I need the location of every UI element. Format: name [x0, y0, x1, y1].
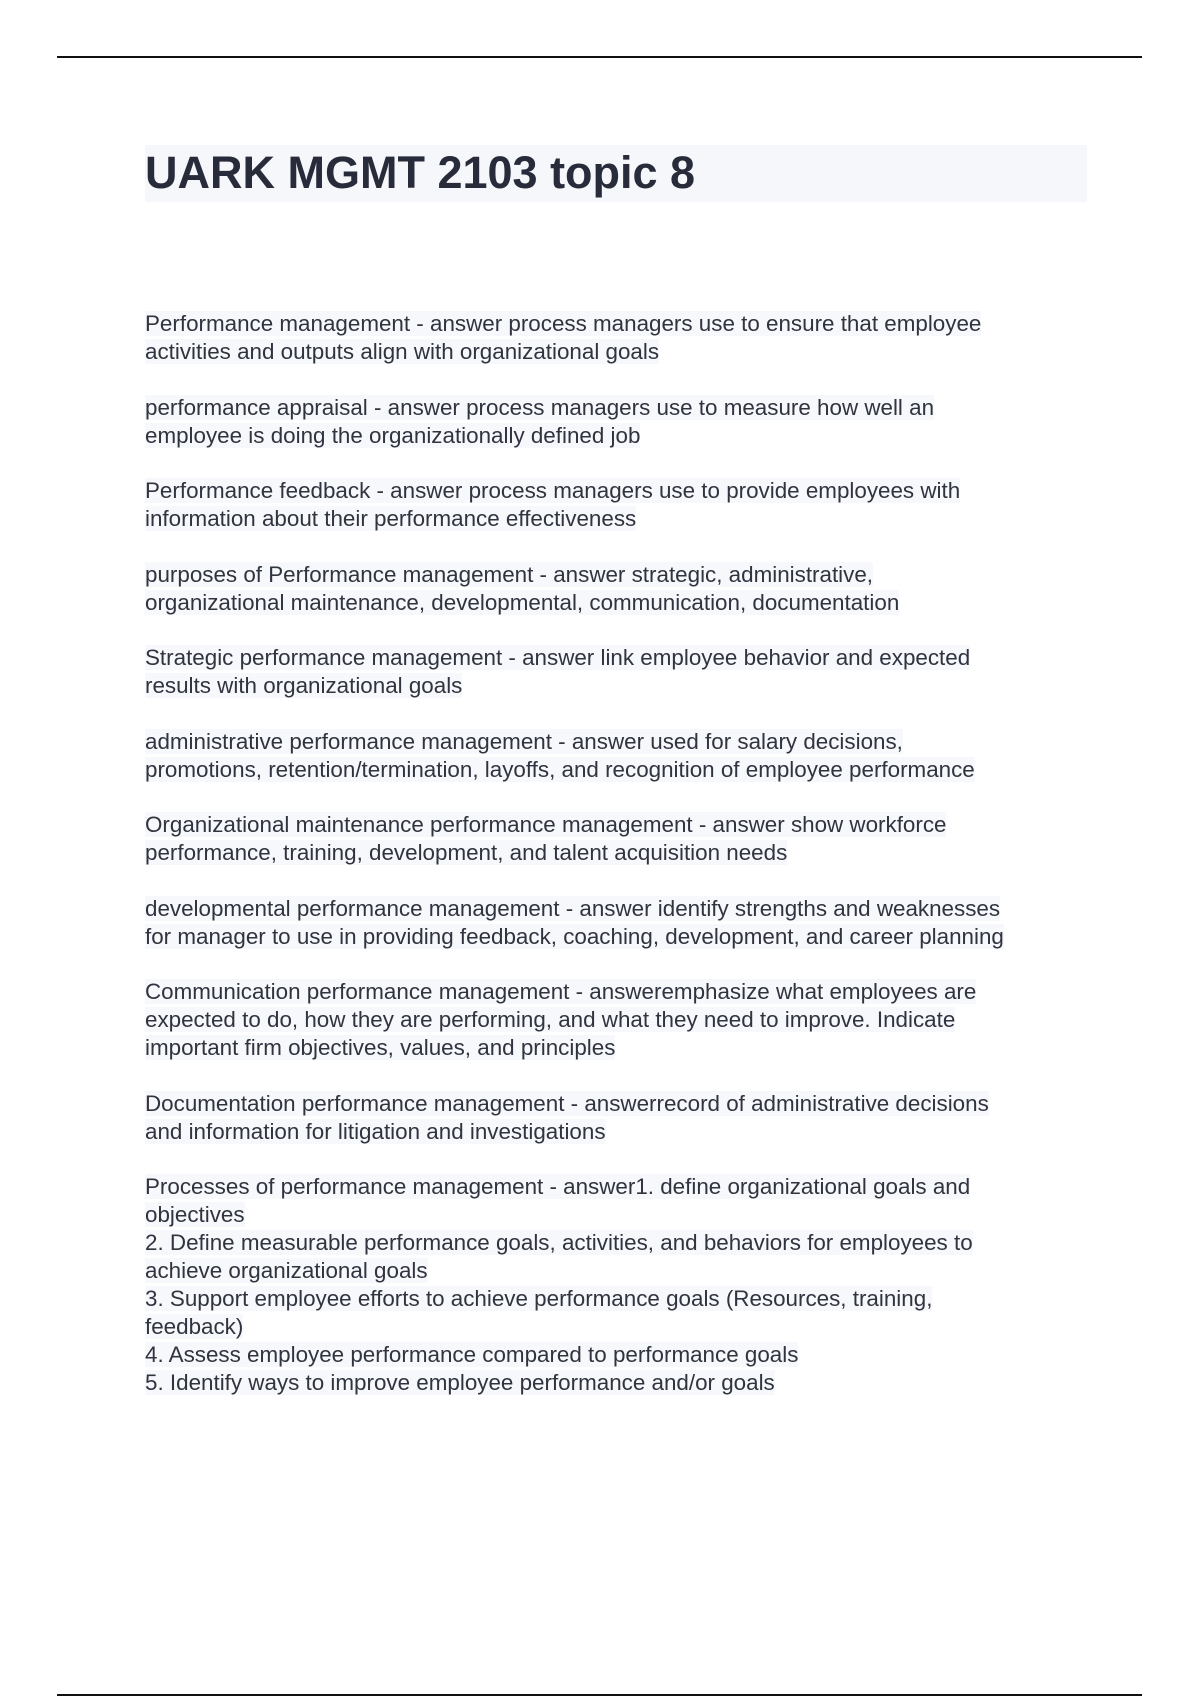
flashcard-entry	[145, 978, 1095, 1062]
entry-line	[145, 1201, 1095, 1229]
flashcard-entry	[145, 1173, 1095, 1397]
entry-line-text: Performance feedback - answer process managers use to provide employees with	[145, 478, 961, 503]
entry-line-text: important firm objectives, values, and principles	[145, 1035, 616, 1060]
entry-line-text: activities and outputs align with organizational goals	[145, 339, 660, 364]
entry-line	[145, 1090, 1095, 1118]
entry-line	[145, 1229, 1095, 1257]
entry-line	[145, 1118, 1095, 1146]
flashcard-entry	[145, 811, 1095, 867]
entry-line-text: 3. Support employee efforts to achieve performance goals (Resources, training,	[145, 1286, 933, 1311]
entry-line	[145, 1285, 1095, 1313]
flashcard-entry	[145, 895, 1095, 951]
flashcard-entry	[145, 394, 1095, 450]
entry-line-text: administrative performance management - answer used for salary decisions,	[145, 728, 903, 754]
top-rule	[57, 56, 1142, 58]
entry-line-text: employee is doing the organizationally defined job	[145, 422, 641, 448]
entry-line-text: Documentation performance management - answerrecord of administrative decisions	[145, 1090, 989, 1116]
entry-line-text: performance, training, development, and talent acquisition needs	[145, 840, 788, 865]
entry-line	[145, 644, 1095, 672]
entry-line	[145, 1257, 1095, 1285]
flashcard-entry	[145, 561, 1095, 617]
entry-line	[145, 1341, 1095, 1369]
bottom-rule	[57, 1694, 1142, 1696]
entry-line	[145, 839, 1095, 867]
flashcard-entry	[145, 477, 1095, 533]
title-block	[145, 145, 1087, 202]
entry-line-text: Communication performance management - answeremphasize what employees are	[145, 979, 977, 1004]
flashcard-entry	[145, 644, 1095, 700]
entry-line	[145, 756, 1095, 784]
entry-line-text: and information for litigation and investigations	[145, 1118, 606, 1144]
entry-line	[145, 310, 1095, 338]
page-title: UARK MGMT 2103 topic 8	[145, 147, 696, 198]
entry-line-text: expected to do, how they are performing, and what they need to improve. Indicate	[145, 1007, 956, 1032]
entry-line	[145, 561, 1095, 589]
entry-line-text: for manager to use in providing feedback, coaching, development, and career planning	[145, 923, 1004, 949]
entry-line	[145, 589, 1095, 617]
entry-line	[145, 394, 1095, 422]
flashcard-entry	[145, 1090, 1095, 1146]
entry-line-text: feedback)	[145, 1314, 244, 1339]
entry-line-text: information about their performance effectiveness	[145, 506, 637, 531]
flashcard-list	[145, 310, 1095, 1425]
entry-line-text: Organizational maintenance performance management - answer show workforce	[145, 812, 947, 837]
entry-line-text: Processes of performance management - answer1. define organizational goals and	[145, 1174, 971, 1199]
entry-line	[145, 1173, 1095, 1201]
entry-line-text: objectives	[145, 1202, 245, 1227]
entry-line	[145, 672, 1095, 700]
entry-line	[145, 728, 1095, 756]
entry-line	[145, 895, 1095, 923]
entry-line	[145, 1313, 1095, 1341]
flashcard-entry	[145, 310, 1095, 366]
entry-line-text: results with organizational goals	[145, 673, 463, 698]
entry-line-text: promotions, retention/termination, layoffs, and recognition of employee performance	[145, 756, 975, 782]
entry-line	[145, 477, 1095, 505]
entry-line	[145, 505, 1095, 533]
entry-line-text: purposes of Performance management - answer strategic, administrative,	[145, 561, 874, 587]
entry-line-text: organizational maintenance, developmental, communication, documentation	[145, 589, 900, 615]
entry-line	[145, 811, 1095, 839]
flashcard-entry	[145, 728, 1095, 784]
entry-line	[145, 338, 1095, 366]
entry-line	[145, 422, 1095, 450]
entry-line	[145, 1006, 1095, 1034]
entry-line-text: developmental performance management - answer identify strengths and weaknesses	[145, 895, 1001, 921]
entry-line-text: 2. Define measurable performance goals, activities, and behaviors for employees to	[145, 1230, 973, 1255]
entry-line	[145, 1369, 1095, 1397]
entry-line	[145, 923, 1095, 951]
entry-line	[145, 978, 1095, 1006]
entry-line-text: Strategic performance management - answer link employee behavior and expected	[145, 645, 971, 670]
entry-line	[145, 1034, 1095, 1062]
entry-line-text: 4. Assess employee performance compared to performance goals	[145, 1342, 799, 1367]
entry-line-text: performance appraisal - answer process managers use to measure how well an	[145, 394, 935, 420]
entry-line-text: 5. Identify ways to improve employee performance and/or goals	[145, 1370, 775, 1395]
entry-line-text: achieve organizational goals	[145, 1258, 428, 1283]
entry-line-text: Performance management - answer process managers use to ensure that employee	[145, 311, 982, 336]
